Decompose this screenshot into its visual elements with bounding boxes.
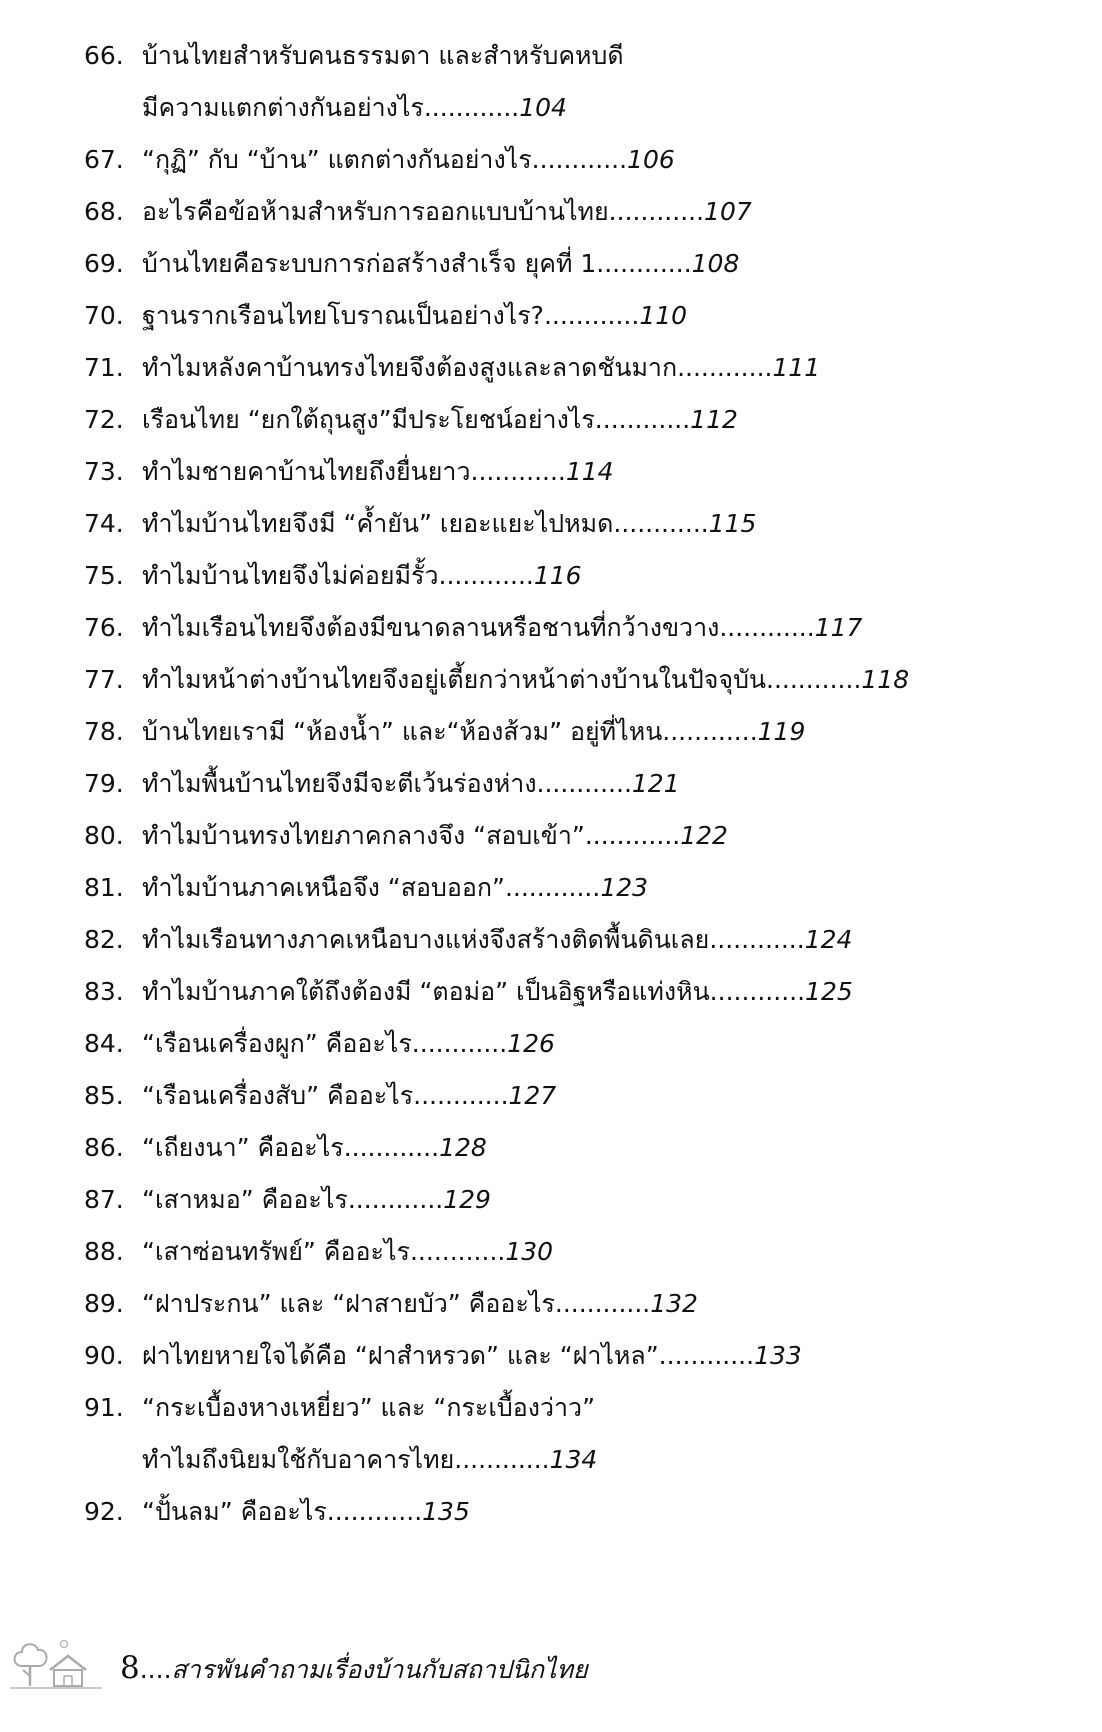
toc-entry-number: 90. xyxy=(84,1341,124,1370)
toc-entry-number: 68. xyxy=(84,197,124,226)
toc-entry-line xyxy=(142,186,1084,238)
toc-entry-number: 81. xyxy=(84,873,124,902)
toc-entry-number: 78. xyxy=(84,717,124,746)
toc-entry-page-number: 106 xyxy=(627,145,675,174)
toc-entry xyxy=(84,186,1084,238)
toc-entry-line xyxy=(142,862,1084,914)
toc-entry-body xyxy=(142,290,1084,342)
toc-entry-line xyxy=(142,602,1084,654)
toc-entry-page-number: 130 xyxy=(505,1237,554,1266)
toc-entry xyxy=(84,1018,1084,1070)
toc-entry-body xyxy=(142,342,1084,394)
toc-entry-line xyxy=(142,810,1084,862)
toc-entry-title: มีความแตกต่างกันอย่างไร............ xyxy=(142,93,520,122)
toc-entry-number: 91. xyxy=(84,1393,124,1422)
toc-entry-title: ทำไมบ้านทรงไทยภาคกลางจึง “สอบเข้า”............ xyxy=(142,821,681,850)
toc-entry-title: “เสาซ่อนทรัพย์” คืออะไร............ xyxy=(142,1237,506,1266)
toc-entry xyxy=(84,1226,1084,1278)
toc-entry-body xyxy=(142,550,1084,602)
toc-entry xyxy=(84,30,1084,134)
toc-entry-line xyxy=(142,914,1084,966)
toc-entry xyxy=(84,654,1084,706)
toc-entry-page-number: 115 xyxy=(708,509,757,538)
toc-entry-line xyxy=(142,1174,1084,1226)
toc-entry-line xyxy=(142,238,1084,290)
toc-entry-line xyxy=(142,1278,1084,1330)
toc-entry-body xyxy=(142,1070,1084,1122)
toc-entry-page-number: 126 xyxy=(507,1029,555,1058)
toc-entry-number: 73. xyxy=(84,457,124,486)
toc-entry-page-number: 116 xyxy=(533,561,582,590)
toc-entry-number: 80. xyxy=(84,821,124,850)
toc-entry-page-number: 134 xyxy=(549,1445,598,1474)
toc-entry-body xyxy=(142,1330,1084,1382)
toc-entry-page-number: 117 xyxy=(814,613,863,642)
toc-entry xyxy=(84,1330,1084,1382)
toc-entry xyxy=(84,1070,1084,1122)
footer-page-number: 8 xyxy=(120,1650,140,1686)
toc-entry-page-number: 111 xyxy=(772,353,821,382)
toc-entry-title: ทำไมเรือนไทยจึงต้องมีขนาดลานหรือชานที่กว้างขวาง............ xyxy=(142,613,815,642)
toc-entry xyxy=(84,1122,1084,1174)
toc-entry-title: ทำไมชายคาบ้านไทยถึงยื่นยาว............ xyxy=(142,457,566,486)
toc-entry-page-number: 112 xyxy=(690,405,738,434)
toc-entry-number: 74. xyxy=(84,509,124,538)
toc-entry-number: 67. xyxy=(84,145,124,174)
toc-entry-body xyxy=(142,810,1084,862)
toc-entry-line xyxy=(142,82,1084,134)
toc-entry-line xyxy=(142,1330,1084,1382)
toc-entry-page-number: 122 xyxy=(680,821,728,850)
toc-entry-line xyxy=(142,290,1084,342)
toc-entry-title: ทำไมพื้นบ้านไทยจึงมีจะตีเว้นร่องห่าง............ xyxy=(142,769,632,798)
toc-entry-line xyxy=(142,1070,1084,1122)
toc-entry-page-number: 125 xyxy=(805,977,853,1006)
toc-entry-body xyxy=(142,966,1084,1018)
toc-entry-title: บ้านไทยสำหรับคนธรรมดา และสำหรับคหบดี xyxy=(142,41,624,70)
toc-entry xyxy=(84,134,1084,186)
toc-entry-line xyxy=(142,1018,1084,1070)
toc-entry-line xyxy=(142,30,1084,82)
toc-entry xyxy=(84,446,1084,498)
toc-entry-page-number: 132 xyxy=(650,1289,698,1318)
toc-entry-title: “ปั้นลม” คืออะไร............ xyxy=(142,1497,423,1526)
toc-entry xyxy=(84,914,1084,966)
toc-entry-line xyxy=(142,342,1084,394)
toc-entry-body xyxy=(142,1122,1084,1174)
toc-entry xyxy=(84,966,1084,1018)
toc-entry-body xyxy=(142,1018,1084,1070)
toc-entry-line xyxy=(142,966,1084,1018)
toc-entry-body xyxy=(142,394,1084,446)
toc-entry-number: 85. xyxy=(84,1081,124,1110)
toc-entry-page-number: 129 xyxy=(443,1185,491,1214)
toc-entry-line xyxy=(142,1122,1084,1174)
toc-entry-title: “เสาหมอ” คืออะไร............ xyxy=(142,1185,444,1214)
toc-entry-page-number: 107 xyxy=(704,197,752,226)
table-of-contents xyxy=(84,30,1084,1538)
toc-entry-body xyxy=(142,1226,1084,1278)
toc-entry-line xyxy=(142,654,1084,706)
toc-entry-number: 72. xyxy=(84,405,124,434)
toc-entry-page-number: 127 xyxy=(508,1081,557,1110)
toc-entry-line xyxy=(142,446,1084,498)
toc-entry xyxy=(84,342,1084,394)
toc-entry xyxy=(84,1174,1084,1226)
toc-entry-title: “เรือนเครื่องสับ” คืออะไร............ xyxy=(142,1081,509,1110)
toc-entry-page-number: 118 xyxy=(861,665,910,694)
toc-entry-title: ฝาไทยหายใจได้คือ “ฝาสำหรวด” และ “ฝาไหล”............ xyxy=(142,1341,755,1370)
toc-entry xyxy=(84,550,1084,602)
toc-entry-page-number: 123 xyxy=(600,873,649,902)
toc-entry-number: 76. xyxy=(84,613,124,642)
toc-entry-body xyxy=(142,1174,1084,1226)
toc-entry-body xyxy=(142,30,1084,134)
toc-entry xyxy=(84,862,1084,914)
toc-entry-number: 92. xyxy=(84,1497,124,1526)
toc-entry-number: 84. xyxy=(84,1029,124,1058)
toc-entry-page-number: 133 xyxy=(754,1341,802,1370)
page-footer xyxy=(10,1636,710,1696)
toc-entry-title: อะไรคือข้อห้ามสำหรับการออกแบบบ้านไทย............ xyxy=(142,197,705,226)
toc-entry xyxy=(84,758,1084,810)
toc-entry-number: 82. xyxy=(84,925,124,954)
footer-text xyxy=(120,1650,588,1690)
toc-entry-page-number: 114 xyxy=(565,457,614,486)
toc-entry-body xyxy=(142,1278,1084,1330)
toc-entry-number: 79. xyxy=(84,769,124,798)
footer-dots: .... xyxy=(139,1655,172,1684)
toc-entry-number: 69. xyxy=(84,249,124,278)
toc-entry-number: 87. xyxy=(84,1185,124,1214)
toc-entry-number: 75. xyxy=(84,561,124,590)
toc-entry-title: ทำไมบ้านไทยจึงมี “ค้ำยัน” เยอะแยะไปหมด............ xyxy=(142,509,709,538)
toc-entry xyxy=(84,602,1084,654)
toc-entry xyxy=(84,706,1084,758)
toc-entry-title: ฐานรากเรือนไทยโบราณเป็นอย่างไร?............ xyxy=(142,301,640,330)
toc-entry-title: “เรือนเครื่องผูก” คืออะไร............ xyxy=(142,1029,508,1058)
toc-entry-line xyxy=(142,394,1084,446)
toc-entry xyxy=(84,290,1084,342)
toc-entry-page-number: 135 xyxy=(422,1497,470,1526)
footer-book-title: สารพันคำถามเรื่องบ้านกับสถาปนิกไทย xyxy=(171,1655,588,1684)
toc-entry-body xyxy=(142,654,1084,706)
toc-entry-line xyxy=(142,134,1084,186)
toc-entry-page-number: 128 xyxy=(439,1133,487,1162)
toc-entry-body xyxy=(142,914,1084,966)
toc-entry-line xyxy=(142,498,1084,550)
toc-entry-title: เรือนไทย “ยกใต้ถุนสูง”มีประโยชน์อย่างไร............ xyxy=(142,405,691,434)
toc-entry-line xyxy=(142,1382,1084,1434)
toc-entry-number: 77. xyxy=(84,665,124,694)
toc-entry-title: ทำไมบ้านภาคใต้ถึงต้องมี “ตอม่อ” เป็นอิฐหรือแท่งหิน............ xyxy=(142,977,806,1006)
toc-entry-page-number: 119 xyxy=(757,717,806,746)
toc-entry-title: “เถียงนา” คืออะไร............ xyxy=(142,1133,440,1162)
toc-entry xyxy=(84,1278,1084,1330)
toc-entry-title: ทำไมบ้านไทยจึงไม่ค่อยมีรั้ว............ xyxy=(142,561,534,590)
toc-entry xyxy=(84,1382,1084,1486)
toc-entry-line xyxy=(142,758,1084,810)
toc-entry-title: ทำไมเรือนทางภาคเหนือบางแห่งจึงสร้างติดพื้นดินเลย............ xyxy=(142,925,805,954)
toc-entry-body xyxy=(142,706,1084,758)
toc-entry-title: ทำไมหลังคาบ้านทรงไทยจึงต้องสูงและลาดชันมาก............ xyxy=(142,353,773,382)
toc-entry-title: “กระเบื้องหางเหยี่ยว” และ “กระเบื้องว่าว” xyxy=(142,1393,596,1422)
toc-entry-title: บ้านไทยคือระบบการก่อสร้างสำเร็จ ยุคที่ 1............ xyxy=(142,249,692,278)
toc-entry-number: 71. xyxy=(84,353,124,382)
toc-entry-body xyxy=(142,1486,1084,1538)
toc-entry-number: 70. xyxy=(84,301,124,330)
toc-entry-number: 86. xyxy=(84,1133,124,1162)
toc-entry-page-number: 108 xyxy=(691,249,740,278)
toc-entry-page-number: 110 xyxy=(639,301,688,330)
toc-entry-page-number: 124 xyxy=(804,925,853,954)
toc-entry-line xyxy=(142,550,1084,602)
toc-entry xyxy=(84,394,1084,446)
toc-entry-title: ทำไมหน้าต่างบ้านไทยจึงอยู่เตี้ยกว่าหน้าต่างบ้านในปัจจุบัน............ xyxy=(142,665,862,694)
toc-entry-number: 88. xyxy=(84,1237,124,1266)
toc-entry-title: ทำไมถึงนิยมใช้กับอาคารไทย............ xyxy=(142,1445,550,1474)
toc-entry-title: “ฝาประกน” และ “ฝาสายบัว” คืออะไร............ xyxy=(142,1289,651,1318)
toc-entry-body xyxy=(142,186,1084,238)
toc-entry-body xyxy=(142,1382,1084,1486)
toc-entry-line xyxy=(142,1486,1084,1538)
toc-entry-body xyxy=(142,758,1084,810)
toc-entry xyxy=(84,498,1084,550)
toc-entry-page-number: 104 xyxy=(519,93,567,122)
toc-entry-body xyxy=(142,602,1084,654)
toc-entry-number: 66. xyxy=(84,41,124,70)
toc-entry-line xyxy=(142,1226,1084,1278)
toc-entry xyxy=(84,810,1084,862)
toc-entry-body xyxy=(142,498,1084,550)
toc-entry-number: 89. xyxy=(84,1289,124,1318)
toc-entry-title: “กุฏิ” กับ “บ้าน” แตกต่างกันอย่างไร............ xyxy=(142,145,628,174)
toc-entry-page-number: 121 xyxy=(631,769,680,798)
toc-entry xyxy=(84,1486,1084,1538)
toc-entry-body xyxy=(142,134,1084,186)
toc-entry-body xyxy=(142,238,1084,290)
toc-entry-line xyxy=(142,1434,1084,1486)
toc-entry-line xyxy=(142,706,1084,758)
toc-entry-body xyxy=(142,862,1084,914)
toc-entry xyxy=(84,238,1084,290)
toc-entry-number: 83. xyxy=(84,977,124,1006)
toc-entry-title: บ้านไทยเรามี “ห้องน้ำ” และ“ห้องส้วม” อยู่ที่ไหน............ xyxy=(142,717,758,746)
house-and-tree-logo-icon xyxy=(10,1636,102,1696)
toc-entry-title: ทำไมบ้านภาคเหนือจึง “สอบออก”............ xyxy=(142,873,601,902)
toc-entry-body xyxy=(142,446,1084,498)
